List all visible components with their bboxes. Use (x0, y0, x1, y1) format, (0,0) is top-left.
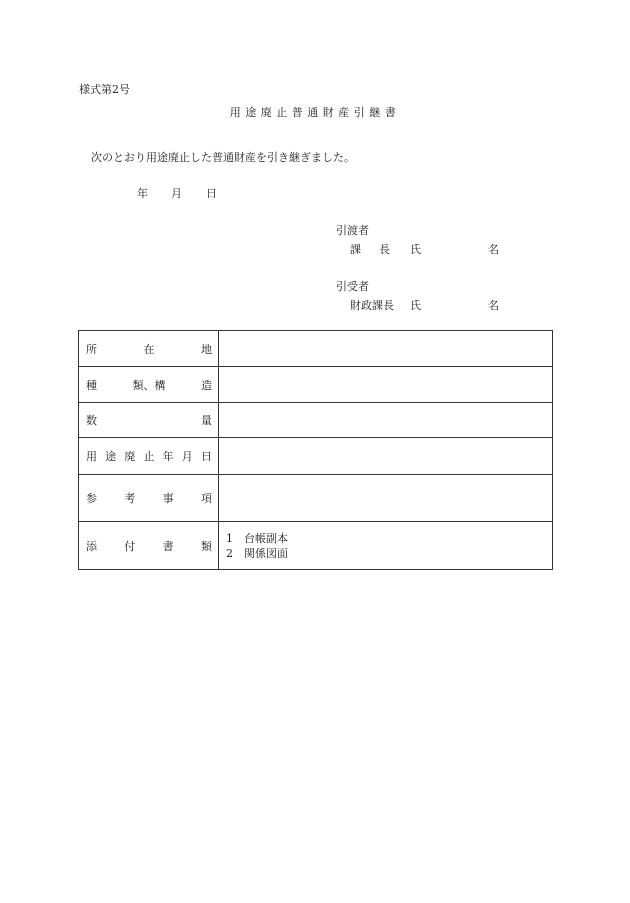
attachment-item: 1 台帳副本 (226, 531, 288, 545)
date-day-label: 日 (206, 187, 217, 200)
transferee-name-label: 氏 (410, 299, 421, 312)
location-row (79, 331, 553, 367)
row-label-cell (79, 367, 219, 403)
transferor-title: 課長 (350, 243, 408, 256)
label-segment: 年 (162, 450, 174, 463)
row-label-cell (79, 438, 219, 475)
row-value-cell (219, 403, 553, 438)
document-title: 用途廃止普通財産引継書 (229, 106, 401, 119)
row-value-cell (219, 522, 553, 570)
row-value-cell (219, 331, 553, 367)
remarks-row (79, 475, 553, 522)
row-value-cell (219, 367, 553, 403)
intro-text: 次のとおり用途廃止した普通財産を引き継ぎました。 (91, 151, 355, 164)
label-segment: 日 (200, 450, 212, 463)
label-segment: 数 (86, 414, 97, 427)
attachment-item: 2 関係図面 (226, 546, 288, 560)
transferee-title: 財政課長 (350, 299, 394, 312)
row-value-cell (219, 438, 553, 475)
transferee-name-suffix: 名 (488, 299, 499, 312)
label-segment: 途 (105, 450, 117, 463)
label-segment: 類 (200, 539, 212, 553)
label-segment: 止 (143, 450, 155, 463)
transferor-name-label: 氏 (410, 243, 421, 256)
row-label-cell (79, 522, 219, 570)
date-month-label: 月 (171, 187, 182, 200)
label-segment: 考 (124, 492, 136, 505)
date-line (137, 185, 217, 201)
label-segment: 類、構 (132, 378, 166, 392)
label-segment: 付 (124, 539, 136, 553)
transferee-label: 引受者 (336, 280, 369, 293)
row-label-cell (79, 475, 219, 522)
label-segment: 項 (200, 492, 212, 505)
label-segment: 添 (86, 539, 97, 553)
label-segment: 廃 (124, 450, 136, 463)
label-segment: 地 (201, 342, 212, 356)
abolition-date-row (79, 438, 553, 475)
label-segment: 書 (162, 539, 174, 553)
label-segment: 在 (143, 342, 155, 356)
form-number: 様式第2号 (79, 83, 130, 96)
date-year-label: 年 (137, 187, 148, 200)
transferor-name-suffix: 名 (488, 243, 499, 256)
transferor-label: 引渡者 (336, 224, 369, 237)
row-value-cell (219, 475, 553, 522)
type-structure-row (79, 367, 553, 403)
label-segment: 事 (162, 492, 174, 505)
label-segment: 所 (86, 342, 97, 356)
property-info-table (78, 330, 553, 570)
label-segment: 月 (181, 450, 193, 463)
row-label-cell (79, 403, 219, 438)
label-segment: 参 (86, 492, 97, 505)
attachments-row (79, 522, 553, 570)
row-label-cell (79, 331, 219, 367)
label-segment: 用 (86, 450, 97, 463)
label-segment: 造 (201, 378, 212, 392)
label-segment: 種 (86, 378, 97, 392)
quantity-row (79, 403, 553, 438)
label-segment: 量 (201, 414, 212, 427)
